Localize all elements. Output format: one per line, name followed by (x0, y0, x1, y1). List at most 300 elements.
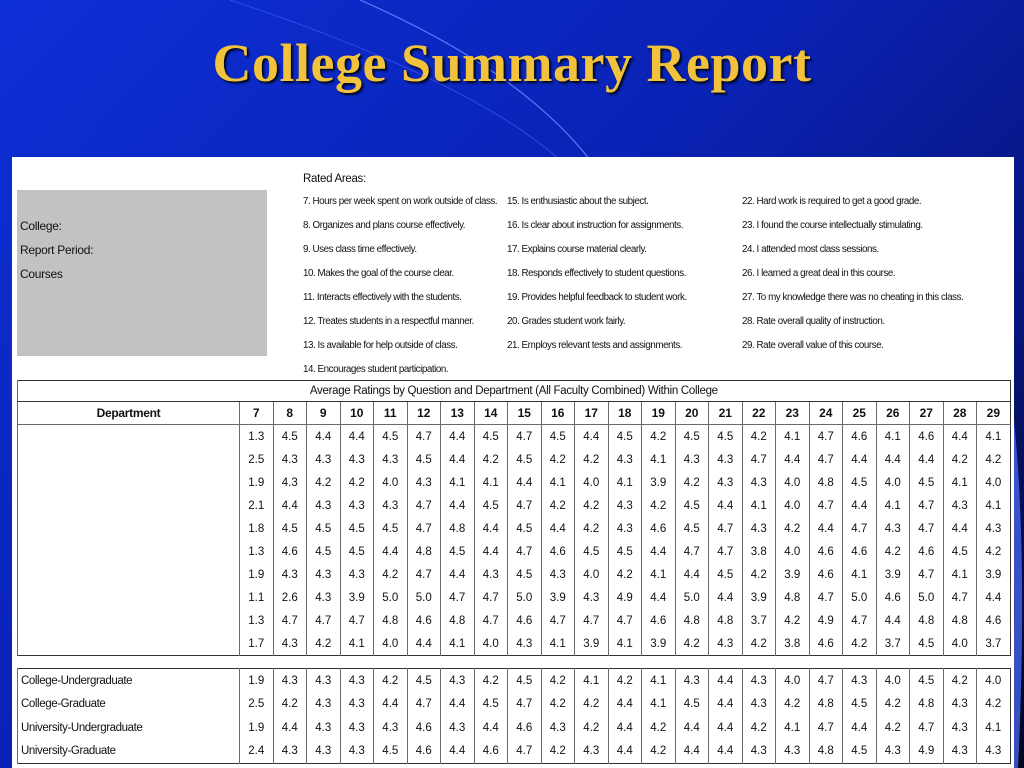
rating-cell: 3.9 (575, 632, 609, 656)
rating-cell: 4.2 (642, 716, 676, 740)
rated-area-item: 24. I attended most class sessions. (742, 244, 879, 255)
rating-cell: 4.2 (675, 632, 709, 656)
rating-cell: 4.0 (876, 471, 910, 494)
rating-cell: 4.4 (441, 448, 475, 471)
rating-cell: 4.7 (910, 716, 944, 740)
rating-cell: 4.1 (642, 669, 676, 693)
rating-cell: 4.4 (843, 494, 877, 517)
rating-cell: 4.3 (742, 471, 776, 494)
rating-cell: 1.8 (240, 517, 274, 540)
table-row (18, 425, 1011, 449)
rating-cell: 4.5 (340, 517, 374, 540)
rating-cell: 4.2 (742, 563, 776, 586)
rating-cell: 4.7 (508, 740, 542, 764)
rating-cell: 4.3 (307, 586, 341, 609)
question-column-header: 17 (575, 402, 609, 425)
rating-cell: 1.9 (240, 669, 274, 693)
rating-cell: 4.3 (374, 448, 408, 471)
rating-cell: 4.4 (943, 425, 977, 449)
rating-cell: 4.2 (876, 693, 910, 717)
rating-cell: 1.9 (240, 563, 274, 586)
rating-cell: 4.8 (943, 609, 977, 632)
rating-cell: 4.7 (508, 425, 542, 449)
rating-cell: 4.3 (273, 471, 307, 494)
rating-cell: 4.6 (407, 740, 441, 764)
rating-cell: 5.0 (508, 586, 542, 609)
rating-cell: 4.3 (273, 448, 307, 471)
rating-cell: 4.2 (541, 693, 575, 717)
rating-cell: 3.7 (876, 632, 910, 656)
rated-areas-title: Rated Areas: (303, 173, 366, 185)
rating-cell: 4.3 (307, 716, 341, 740)
rating-cell: 4.6 (809, 540, 843, 563)
rating-cell: 4.4 (709, 669, 743, 693)
rating-cell: 4.5 (675, 425, 709, 449)
rating-cell: 4.0 (977, 471, 1011, 494)
rated-area-item: 10. Makes the goal of the course clear. (303, 268, 454, 279)
rating-cell: 4.6 (273, 540, 307, 563)
rating-cell: 4.4 (709, 740, 743, 764)
question-column-header: 20 (675, 402, 709, 425)
rating-cell: 4.1 (608, 632, 642, 656)
rating-cell: 4.2 (642, 494, 676, 517)
rating-cell: 4.7 (709, 540, 743, 563)
rating-cell: 4.1 (575, 669, 609, 693)
rating-cell: 4.0 (943, 632, 977, 656)
rating-cell: 4.6 (876, 586, 910, 609)
rating-cell: 4.5 (407, 669, 441, 693)
rating-cell: 4.5 (608, 540, 642, 563)
rating-cell: 4.2 (977, 448, 1011, 471)
rating-cell: 4.5 (675, 494, 709, 517)
rating-cell: 3.8 (742, 540, 776, 563)
rating-cell: 4.2 (608, 563, 642, 586)
rating-cell: 4.3 (943, 740, 977, 764)
rating-cell: 4.5 (675, 693, 709, 717)
rated-area-item: 26. I learned a great deal in this course. (742, 268, 896, 279)
rating-cell: 4.8 (441, 517, 475, 540)
rating-cell: 4.1 (742, 494, 776, 517)
rating-cell: 4.7 (843, 517, 877, 540)
table-row (18, 586, 1011, 609)
department-cell (18, 517, 240, 540)
rating-cell: 4.1 (441, 632, 475, 656)
rating-cell: 3.9 (541, 586, 575, 609)
rating-cell: 4.4 (273, 716, 307, 740)
rating-cell: 4.2 (977, 540, 1011, 563)
rating-cell: 4.6 (809, 632, 843, 656)
rating-cell: 4.6 (407, 609, 441, 632)
rating-cell: 4.4 (441, 693, 475, 717)
rating-cell: 1.3 (240, 609, 274, 632)
question-column-header: 13 (441, 402, 475, 425)
rating-cell: 4.3 (307, 563, 341, 586)
rating-cell: 4.6 (809, 563, 843, 586)
rating-cell: 4.2 (541, 448, 575, 471)
rating-cell: 4.2 (474, 448, 508, 471)
summary-row (18, 716, 1011, 740)
rating-cell: 4.8 (441, 609, 475, 632)
rating-cell: 4.7 (474, 609, 508, 632)
rating-cell: 4.1 (843, 563, 877, 586)
rating-cell: 4.5 (575, 540, 609, 563)
rating-cell: 4.1 (541, 632, 575, 656)
rating-cell: 4.1 (642, 563, 676, 586)
rating-cell: 4.5 (910, 669, 944, 693)
rating-cell: 4.5 (608, 425, 642, 449)
rating-cell: 4.4 (441, 425, 475, 449)
rating-cell: 4.7 (474, 586, 508, 609)
question-column-header: 27 (910, 402, 944, 425)
rating-cell: 4.3 (541, 563, 575, 586)
rating-cell: 4.4 (943, 517, 977, 540)
question-column-header: 22 (742, 402, 776, 425)
rating-cell: 4.0 (575, 563, 609, 586)
rating-cell: 1.1 (240, 586, 274, 609)
rating-cell: 4.3 (876, 740, 910, 764)
rating-cell: 4.5 (307, 540, 341, 563)
rating-cell: 4.7 (407, 494, 441, 517)
rating-cell: 4.6 (642, 609, 676, 632)
rating-cell: 5.0 (407, 586, 441, 609)
rating-cell: 4.7 (508, 540, 542, 563)
rating-cell: 4.3 (608, 448, 642, 471)
rating-cell: 4.3 (340, 494, 374, 517)
rating-cell: 4.5 (508, 563, 542, 586)
rating-cell: 4.3 (340, 740, 374, 764)
rating-cell: 4.5 (374, 740, 408, 764)
rating-cell: 4.6 (541, 540, 575, 563)
rating-cell: 4.9 (608, 586, 642, 609)
rating-cell: 4.7 (407, 693, 441, 717)
courses-label: Courses (20, 267, 63, 281)
rating-cell: 4.3 (575, 586, 609, 609)
table-row (18, 632, 1011, 656)
rating-cell: 4.6 (508, 609, 542, 632)
rating-cell: 4.7 (508, 494, 542, 517)
department-cell (18, 563, 240, 586)
rating-cell: 4.8 (910, 609, 944, 632)
rating-cell: 4.3 (675, 448, 709, 471)
rating-cell: 4.8 (407, 540, 441, 563)
question-column-header: 23 (776, 402, 810, 425)
rating-cell: 4.5 (474, 693, 508, 717)
rating-cell: 4.3 (407, 471, 441, 494)
rating-cell: 1.9 (240, 471, 274, 494)
rating-cell: 2.5 (240, 693, 274, 717)
rating-cell: 4.4 (776, 448, 810, 471)
report-period-label: Report Period: (20, 243, 94, 257)
rating-cell: 4.8 (910, 693, 944, 717)
rating-cell: 4.7 (809, 586, 843, 609)
rating-cell: 4.3 (943, 716, 977, 740)
rating-cell: 4.2 (943, 448, 977, 471)
rating-cell: 4.5 (407, 448, 441, 471)
rating-cell: 4.6 (642, 517, 676, 540)
department-column-header: Department (18, 402, 240, 425)
rating-cell: 4.0 (776, 494, 810, 517)
rating-cell: 4.7 (910, 563, 944, 586)
rating-cell: 4.6 (910, 540, 944, 563)
rating-cell: 4.7 (541, 609, 575, 632)
rating-cell: 4.0 (876, 669, 910, 693)
rating-cell: 4.1 (977, 425, 1011, 449)
rating-cell: 4.3 (977, 517, 1011, 540)
rating-cell: 4.5 (273, 517, 307, 540)
rating-cell: 1.9 (240, 716, 274, 740)
rating-cell: 5.0 (843, 586, 877, 609)
rating-cell: 4.2 (742, 632, 776, 656)
rating-cell: 4.3 (675, 669, 709, 693)
rating-cell: 4.5 (843, 471, 877, 494)
rating-cell: 4.5 (843, 740, 877, 764)
rating-cell: 4.1 (541, 471, 575, 494)
rating-cell: 4.7 (307, 609, 341, 632)
rating-cell: 4.3 (340, 716, 374, 740)
rating-cell: 4.2 (776, 693, 810, 717)
rating-cell: 4.1 (474, 471, 508, 494)
summary-table (17, 668, 1011, 764)
rating-cell: 4.6 (843, 425, 877, 449)
slide-title: College Summary Report (212, 33, 812, 93)
rating-cell: 4.5 (508, 669, 542, 693)
rating-cell: 4.2 (307, 471, 341, 494)
rating-cell: 4.4 (541, 517, 575, 540)
rating-cell: 4.3 (742, 669, 776, 693)
rated-area-item: 22. Hard work is required to get a good grade. (742, 196, 922, 207)
rating-cell: 4.7 (407, 563, 441, 586)
rating-cell: 2.5 (240, 448, 274, 471)
rating-cell: 4.2 (642, 740, 676, 764)
rating-cell: 4.4 (374, 540, 408, 563)
rating-cell: 4.5 (910, 471, 944, 494)
rating-cell: 2.1 (240, 494, 274, 517)
rating-cell: 4.5 (340, 540, 374, 563)
rating-cell: 4.4 (474, 716, 508, 740)
summary-label: College-Graduate (18, 693, 240, 717)
rating-cell: 4.4 (910, 448, 944, 471)
rating-cell: 4.7 (742, 448, 776, 471)
rating-cell: 4.0 (575, 471, 609, 494)
rating-cell: 4.5 (474, 425, 508, 449)
rating-cell: 4.5 (541, 425, 575, 449)
rated-area-item: 16. Is clear about instruction for assignments. (507, 220, 683, 231)
rating-cell: 4.5 (709, 563, 743, 586)
rated-area-item: 9. Uses class time effectively. (303, 244, 417, 255)
rating-cell: 4.7 (809, 425, 843, 449)
report-panel (12, 157, 1014, 768)
rating-cell: 4.3 (340, 448, 374, 471)
rating-cell: 4.1 (642, 448, 676, 471)
rating-cell: 4.4 (843, 716, 877, 740)
rating-cell: 4.8 (809, 693, 843, 717)
rating-cell: 4.3 (943, 693, 977, 717)
rating-cell: 4.4 (474, 540, 508, 563)
rating-cell: 1.7 (240, 632, 274, 656)
rated-area-item: 28. Rate overall quality of instruction. (742, 316, 885, 327)
rating-cell: 4.5 (508, 448, 542, 471)
rating-cell: 5.0 (675, 586, 709, 609)
question-column-header: 24 (809, 402, 843, 425)
rating-cell: 4.3 (709, 448, 743, 471)
table-row (18, 609, 1011, 632)
rating-cell: 4.3 (943, 494, 977, 517)
ratings-table (17, 380, 1011, 656)
rating-cell: 4.3 (608, 494, 642, 517)
question-column-header: 14 (474, 402, 508, 425)
rating-cell: 1.3 (240, 540, 274, 563)
rating-cell: 4.4 (273, 494, 307, 517)
summary-label: University-Graduate (18, 740, 240, 764)
rating-cell: 4.6 (843, 540, 877, 563)
rated-area-item: 17. Explains course material clearly. (507, 244, 647, 255)
rating-cell: 4.3 (307, 448, 341, 471)
rating-cell: 2.6 (273, 586, 307, 609)
department-cell (18, 540, 240, 563)
rating-cell: 4.4 (340, 425, 374, 449)
rating-cell: 4.3 (273, 563, 307, 586)
rating-cell: 4.1 (776, 716, 810, 740)
rating-cell: 4.7 (709, 517, 743, 540)
rated-area-item: 19. Provides helpful feedback to student work. (507, 292, 687, 303)
rating-cell: 4.5 (910, 632, 944, 656)
rating-cell: 2.4 (240, 740, 274, 764)
rating-cell: 4.2 (776, 517, 810, 540)
rating-cell: 4.7 (843, 609, 877, 632)
rating-cell: 4.2 (575, 517, 609, 540)
rated-area-item: 14. Encourages student participation. (303, 364, 449, 375)
rating-cell: 4.7 (910, 494, 944, 517)
summary-row (18, 669, 1011, 693)
rating-cell: 4.4 (307, 425, 341, 449)
question-column-header: 28 (943, 402, 977, 425)
rating-cell: 4.5 (709, 425, 743, 449)
rating-cell: 4.8 (776, 586, 810, 609)
rating-cell: 4.3 (340, 693, 374, 717)
rating-cell: 4.4 (642, 586, 676, 609)
question-column-header: 16 (541, 402, 575, 425)
rating-cell: 1.3 (240, 425, 274, 449)
question-column-header: 12 (407, 402, 441, 425)
rating-cell: 4.5 (675, 517, 709, 540)
rating-cell: 4.1 (340, 632, 374, 656)
rating-cell: 4.5 (843, 693, 877, 717)
rating-cell: 4.4 (675, 563, 709, 586)
rating-cell: 4.2 (575, 716, 609, 740)
rating-cell: 4.7 (441, 586, 475, 609)
rating-cell: 4.7 (943, 586, 977, 609)
rating-cell: 3.9 (776, 563, 810, 586)
department-cell (18, 494, 240, 517)
rating-cell: 4.4 (441, 740, 475, 764)
rating-cell: 4.1 (876, 494, 910, 517)
rating-cell: 4.2 (307, 632, 341, 656)
rating-cell: 4.3 (742, 517, 776, 540)
table-row (18, 563, 1011, 586)
rating-cell: 4.4 (709, 693, 743, 717)
rating-cell: 4.4 (977, 586, 1011, 609)
rating-cell: 4.3 (374, 716, 408, 740)
college-label: College: (20, 219, 62, 233)
rating-cell: 4.3 (709, 632, 743, 656)
rated-area-item: 15. Is enthusiastic about the subject. (507, 196, 649, 207)
rating-cell: 4.6 (407, 716, 441, 740)
rating-cell: 4.3 (307, 669, 341, 693)
department-cell (18, 586, 240, 609)
rating-cell: 4.3 (307, 740, 341, 764)
rating-cell: 4.4 (709, 586, 743, 609)
rating-cell: 4.1 (441, 471, 475, 494)
rating-cell: 4.2 (273, 693, 307, 717)
rating-cell: 4.5 (374, 517, 408, 540)
table-caption: Average Ratings by Question and Department (All Faculty Combined) Within College (18, 381, 1011, 402)
question-column-header: 7 (240, 402, 274, 425)
rating-cell: 4.3 (307, 494, 341, 517)
rating-cell: 4.2 (575, 494, 609, 517)
rating-cell: 4.0 (776, 471, 810, 494)
rating-cell: 4.0 (977, 669, 1011, 693)
rating-cell: 4.2 (474, 669, 508, 693)
rating-cell: 4.3 (474, 563, 508, 586)
summary-label: College-Undergraduate (18, 669, 240, 693)
rated-area-item: 7. Hours per week spent on work outside of class. (303, 196, 498, 207)
rating-cell: 4.7 (809, 716, 843, 740)
rating-cell: 4.2 (675, 471, 709, 494)
rating-cell: 4.3 (843, 669, 877, 693)
rating-cell: 4.4 (809, 517, 843, 540)
question-column-header: 11 (374, 402, 408, 425)
question-column-header: 29 (977, 402, 1011, 425)
department-cell (18, 632, 240, 656)
rating-cell: 3.7 (977, 632, 1011, 656)
rating-cell: 4.8 (675, 609, 709, 632)
rating-cell: 4.3 (508, 632, 542, 656)
rating-cell: 4.5 (307, 517, 341, 540)
rating-cell: 4.1 (943, 471, 977, 494)
rating-cell: 4.4 (675, 740, 709, 764)
rating-cell: 5.0 (374, 586, 408, 609)
rated-area-item: 27. To my knowledge there was no cheating in this class. (742, 292, 964, 303)
rated-area-item: 8. Organizes and plans course effectively. (303, 220, 466, 231)
rating-cell: 4.2 (843, 632, 877, 656)
rating-cell: 4.3 (307, 693, 341, 717)
rating-cell: 4.1 (943, 563, 977, 586)
rating-cell: 4.7 (910, 517, 944, 540)
rating-cell: 4.2 (541, 669, 575, 693)
rating-cell: 4.4 (508, 471, 542, 494)
department-cell (18, 448, 240, 471)
rating-cell: 4.7 (340, 609, 374, 632)
rating-cell: 4.7 (273, 609, 307, 632)
rating-cell: 4.5 (474, 494, 508, 517)
rating-cell: 4.9 (910, 740, 944, 764)
department-cell (18, 609, 240, 632)
rating-cell: 4.1 (977, 494, 1011, 517)
rating-cell: 4.2 (541, 740, 575, 764)
rating-cell: 4.3 (273, 669, 307, 693)
rating-cell: 4.1 (776, 425, 810, 449)
rating-cell: 4.4 (407, 632, 441, 656)
rating-cell: 4.4 (876, 609, 910, 632)
rating-cell: 3.9 (742, 586, 776, 609)
question-column-header: 19 (642, 402, 676, 425)
rated-area-item: 20. Grades student work fairly. (507, 316, 626, 327)
rating-cell: 4.4 (575, 425, 609, 449)
rating-cell: 4.3 (374, 494, 408, 517)
rating-cell: 4.8 (809, 471, 843, 494)
question-column-header: 9 (307, 402, 341, 425)
rating-cell: 4.7 (608, 609, 642, 632)
